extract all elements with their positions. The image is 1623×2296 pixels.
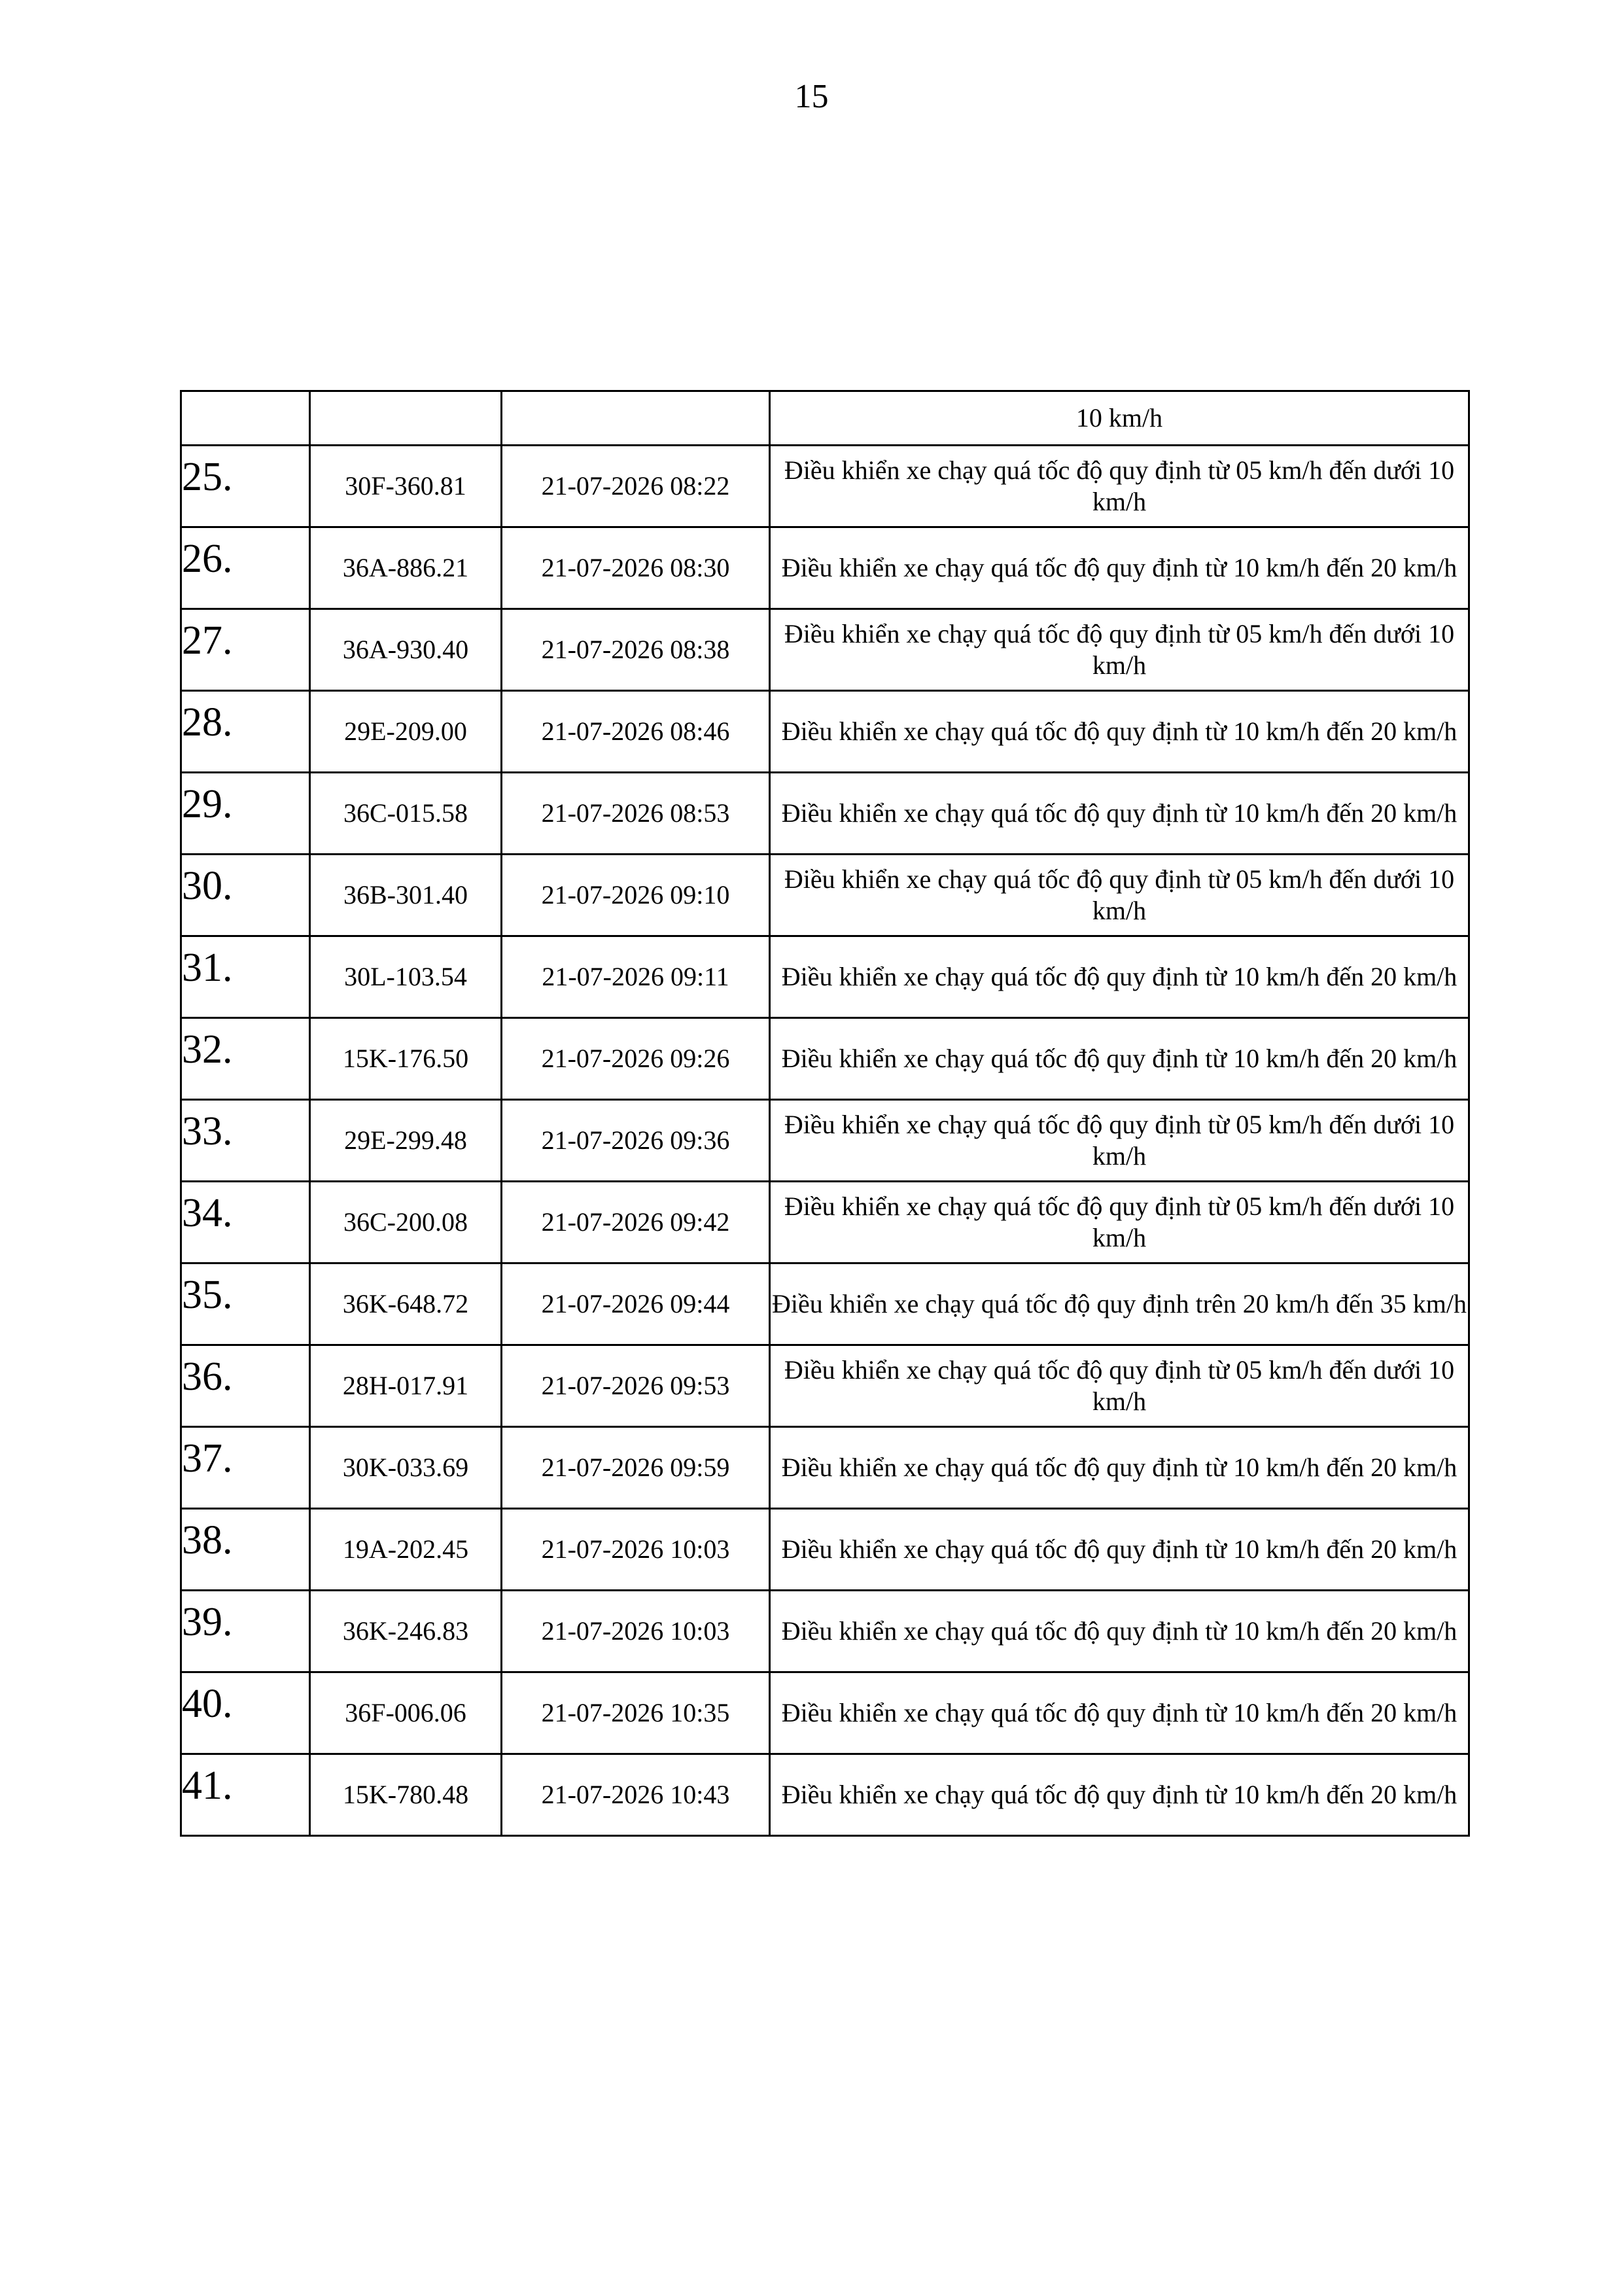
row-number: 27. [182, 618, 233, 663]
table-row [181, 1591, 1469, 1672]
table-row [181, 527, 1469, 609]
license-plate-cell: 30L-103.54 [310, 936, 502, 1018]
violation-time-cell: 21-07-2026 09:42 [502, 1182, 770, 1263]
violation-description-cell: Điều khiển xe chạy quá tốc độ quy định từ 10 km/h đến 20 km/h [770, 1672, 1469, 1754]
stt-cell [181, 1182, 310, 1263]
license-plate-cell: 15K-780.48 [310, 1754, 502, 1836]
license-plate-cell: 36K-246.83 [310, 1591, 502, 1672]
license-plate-cell: 15K-176.50 [310, 1018, 502, 1100]
stt-cell [181, 773, 310, 855]
violation-description-cell: Điều khiển xe chạy quá tốc độ quy định từ 10 km/h đến 20 km/h [770, 527, 1469, 609]
table-row [181, 691, 1469, 773]
violation-time-cell: 21-07-2026 09:11 [502, 936, 770, 1018]
license-plate-cell: 36K-648.72 [310, 1263, 502, 1345]
row-number: 31. [182, 945, 233, 990]
violation-description-cell: Điều khiển xe chạy quá tốc độ quy định từ 10 km/h đến 20 km/h [770, 1427, 1469, 1509]
stt-cell [181, 1427, 310, 1509]
row-number: 41. [182, 1763, 233, 1808]
stt-cell [181, 855, 310, 936]
stt-cell [181, 691, 310, 773]
violation-description-cell: Điều khiển xe chạy quá tốc độ quy định từ 10 km/h đến 20 km/h [770, 1509, 1469, 1591]
license-plate-cell: 30F-360.81 [310, 446, 502, 527]
violation-description-cell: Điều khiển xe chạy quá tốc độ quy định trên 20 km/h đến 35 km/h [770, 1263, 1469, 1345]
table-row [181, 773, 1469, 855]
license-plate-cell: 30K-033.69 [310, 1427, 502, 1509]
time-cell-empty [502, 391, 770, 446]
stt-cell [181, 609, 310, 691]
violation-time-cell: 21-07-2026 08:46 [502, 691, 770, 773]
table-row [181, 1672, 1469, 1754]
violation-time-cell: 21-07-2026 08:38 [502, 609, 770, 691]
violation-description-cell: Điều khiển xe chạy quá tốc độ quy định từ 10 km/h đến 20 km/h [770, 773, 1469, 855]
license-plate-cell: 28H-017.91 [310, 1345, 502, 1427]
violation-time-cell: 21-07-2026 08:53 [502, 773, 770, 855]
license-plate-cell: 36A-886.21 [310, 527, 502, 609]
stt-cell [181, 1345, 310, 1427]
table-row [181, 1509, 1469, 1591]
table-row [181, 1345, 1469, 1427]
violation-time-cell: 21-07-2026 09:10 [502, 855, 770, 936]
violations-table-body [181, 391, 1469, 1836]
row-number: 39. [182, 1600, 233, 1644]
violation-time-cell: 21-07-2026 10:03 [502, 1591, 770, 1672]
violation-time-cell: 21-07-2026 08:30 [502, 527, 770, 609]
violation-time-cell: 21-07-2026 10:03 [502, 1509, 770, 1591]
row-number: 28. [182, 700, 233, 745]
table-row [181, 1182, 1469, 1263]
violation-description-cell: Điều khiển xe chạy quá tốc độ quy định từ 05 km/h đến dưới 10 km/h [770, 1345, 1469, 1427]
violation-description-cell: Điều khiển xe chạy quá tốc độ quy định từ 05 km/h đến dưới 10 km/h [770, 609, 1469, 691]
table-row [181, 1263, 1469, 1345]
license-plate-cell: 36C-015.58 [310, 773, 502, 855]
plate-cell-empty [310, 391, 502, 446]
table-row-continuation [181, 391, 1469, 446]
violation-description-cell: Điều khiển xe chạy quá tốc độ quy định từ 05 km/h đến dưới 10 km/h [770, 1100, 1469, 1182]
stt-cell-empty [181, 391, 310, 446]
row-number: 38. [182, 1518, 233, 1563]
violation-description-cell: Điều khiển xe chạy quá tốc độ quy định từ 10 km/h đến 20 km/h [770, 1018, 1469, 1100]
table-row [181, 936, 1469, 1018]
stt-cell [181, 1509, 310, 1591]
violation-time-cell: 21-07-2026 10:43 [502, 1754, 770, 1836]
row-number: 36. [182, 1354, 233, 1399]
stt-cell [181, 1672, 310, 1754]
row-number: 37. [182, 1436, 233, 1481]
row-number: 30. [182, 864, 233, 908]
stt-cell [181, 1754, 310, 1836]
violation-description-cell: Điều khiển xe chạy quá tốc độ quy định từ 10 km/h đến 20 km/h [770, 1754, 1469, 1836]
row-number: 29. [182, 782, 233, 826]
description-cell-continuation: 10 km/h [770, 391, 1469, 446]
violation-description-cell: Điều khiển xe chạy quá tốc độ quy định từ 05 km/h đến dưới 10 km/h [770, 1182, 1469, 1263]
violation-description-cell: Điều khiển xe chạy quá tốc độ quy định từ 05 km/h đến dưới 10 km/h [770, 855, 1469, 936]
table-row [181, 446, 1469, 527]
table-row [181, 855, 1469, 936]
license-plate-cell: 29E-299.48 [310, 1100, 502, 1182]
table-row [181, 1427, 1469, 1509]
stt-cell [181, 1100, 310, 1182]
table-row [181, 1754, 1469, 1836]
table-row [181, 1100, 1469, 1182]
violation-description-cell: Điều khiển xe chạy quá tốc độ quy định từ 10 km/h đến 20 km/h [770, 936, 1469, 1018]
row-number: 26. [182, 537, 233, 581]
violation-description-cell: Điều khiển xe chạy quá tốc độ quy định từ 10 km/h đến 20 km/h [770, 691, 1469, 773]
violation-description-cell: Điều khiển xe chạy quá tốc độ quy định từ 10 km/h đến 20 km/h [770, 1591, 1469, 1672]
stt-cell [181, 527, 310, 609]
violation-description-cell: Điều khiển xe chạy quá tốc độ quy định từ 05 km/h đến dưới 10 km/h [770, 446, 1469, 527]
license-plate-cell: 36C-200.08 [310, 1182, 502, 1263]
stt-cell [181, 1018, 310, 1100]
violation-time-cell: 21-07-2026 09:44 [502, 1263, 770, 1345]
license-plate-cell: 19A-202.45 [310, 1509, 502, 1591]
row-number: 40. [182, 1682, 233, 1726]
violation-time-cell: 21-07-2026 09:36 [502, 1100, 770, 1182]
violation-time-cell: 21-07-2026 09:59 [502, 1427, 770, 1509]
violation-time-cell: 21-07-2026 09:26 [502, 1018, 770, 1100]
row-number: 32. [182, 1027, 233, 1072]
row-number: 34. [182, 1191, 233, 1235]
page-number: 15 [794, 78, 829, 115]
violation-time-cell: 21-07-2026 10:35 [502, 1672, 770, 1754]
row-number: 33. [182, 1109, 233, 1154]
stt-cell [181, 936, 310, 1018]
stt-cell [181, 1263, 310, 1345]
row-number: 25. [182, 455, 233, 499]
license-plate-cell: 36A-930.40 [310, 609, 502, 691]
license-plate-cell: 29E-209.00 [310, 691, 502, 773]
table-row [181, 1018, 1469, 1100]
violation-time-cell: 21-07-2026 09:53 [502, 1345, 770, 1427]
violation-time-cell: 21-07-2026 08:22 [502, 446, 770, 527]
violations-table [180, 390, 1470, 1837]
stt-cell [181, 1591, 310, 1672]
table-row [181, 609, 1469, 691]
license-plate-cell: 36B-301.40 [310, 855, 502, 936]
row-number: 35. [182, 1273, 233, 1317]
stt-cell [181, 446, 310, 527]
license-plate-cell: 36F-006.06 [310, 1672, 502, 1754]
